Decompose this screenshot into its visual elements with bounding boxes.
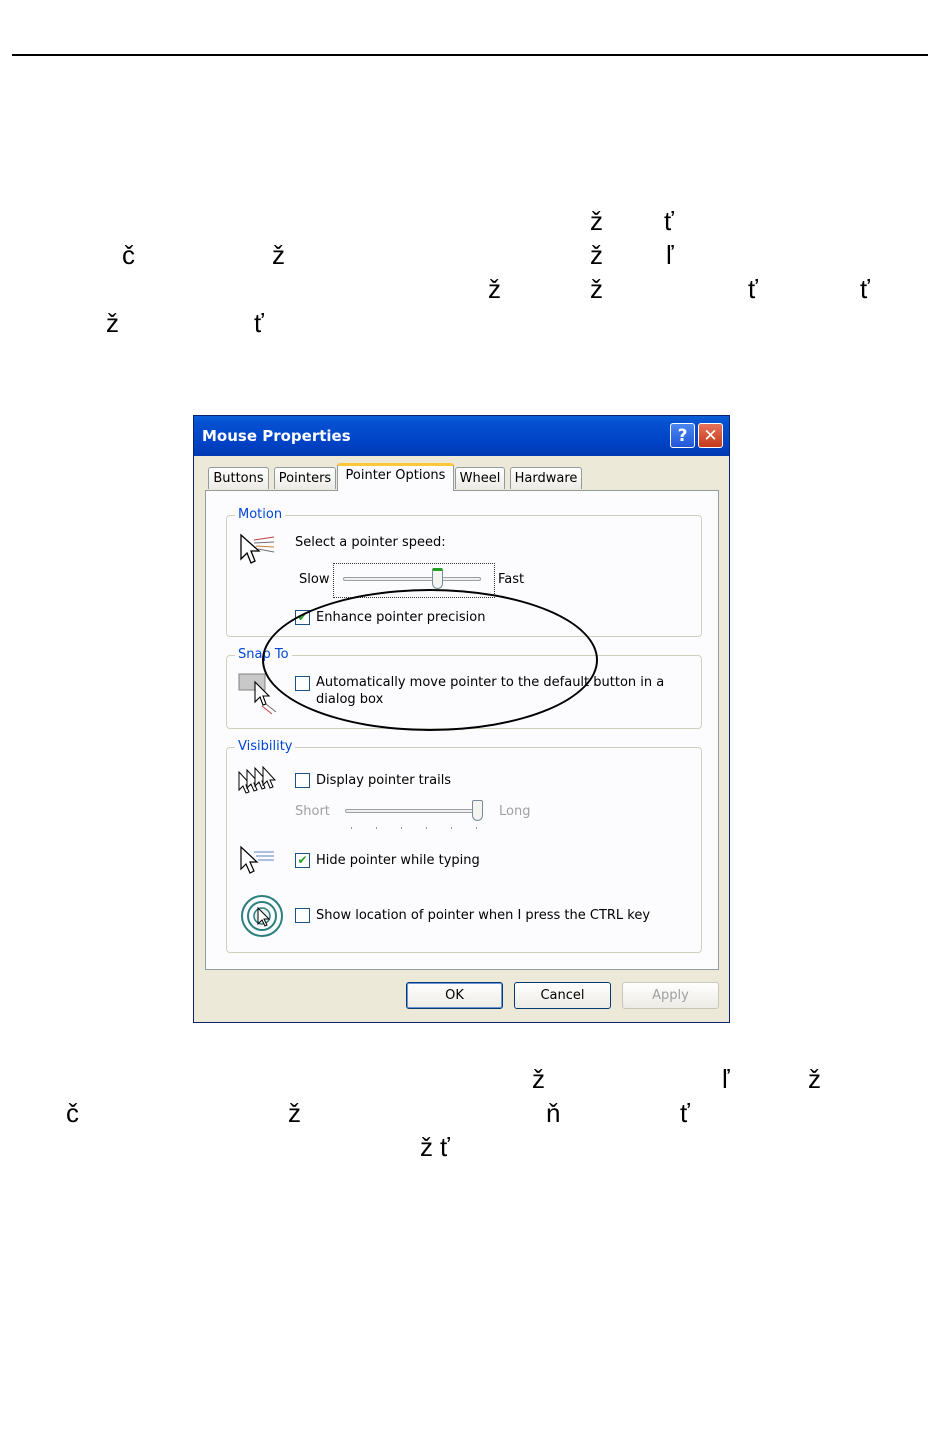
close-button[interactable]: ✕ bbox=[698, 423, 723, 448]
cancel-button[interactable]: Cancel bbox=[514, 982, 611, 1009]
speed-slider-thumb[interactable] bbox=[432, 568, 443, 589]
glyph: ť bbox=[440, 1132, 450, 1162]
glyph: ň bbox=[546, 1098, 561, 1128]
hide-pointer-label[interactable]: Hide pointer while typing bbox=[316, 853, 480, 868]
motion-label: Motion bbox=[235, 507, 285, 522]
pointer-trails-icon bbox=[235, 766, 281, 802]
glyph: ž bbox=[590, 206, 603, 236]
glyph: ž bbox=[106, 308, 119, 338]
show-location-label[interactable]: Show location of pointer when I press the CTRL key bbox=[316, 908, 651, 923]
title-bar[interactable] bbox=[194, 416, 729, 456]
pointer-speed-label: Select a pointer speed: bbox=[295, 535, 446, 550]
dialog-title: Mouse Properties bbox=[202, 427, 351, 445]
trail-length-slider-track[interactable] bbox=[345, 809, 483, 813]
glyph: ž bbox=[532, 1064, 545, 1094]
visibility-group bbox=[226, 739, 702, 953]
glyph: ž bbox=[808, 1064, 821, 1094]
glyph: ž bbox=[590, 240, 603, 270]
short-label: Short bbox=[295, 804, 330, 819]
apply-button[interactable]: Apply bbox=[622, 982, 719, 1009]
highlight-oval bbox=[262, 589, 598, 731]
glyph: ž bbox=[488, 274, 501, 304]
snap-to-text-1[interactable]: Automatically move pointer to the default button in a bbox=[316, 675, 665, 690]
hide-pointer-checkbox[interactable]: ✔ bbox=[295, 853, 310, 868]
snap-to-text-2[interactable]: dialog box bbox=[316, 692, 384, 707]
slow-label: Slow bbox=[299, 572, 330, 587]
speed-slider-track[interactable] bbox=[343, 577, 481, 581]
hide-pointer-icon bbox=[238, 844, 278, 878]
tab-hardware[interactable]: Hardware bbox=[510, 467, 582, 489]
show-location-icon bbox=[240, 894, 284, 938]
pointer-speed-icon bbox=[238, 532, 278, 572]
enhance-precision-label[interactable]: Enhance pointer precision bbox=[316, 610, 486, 625]
pointer-trails-checkbox[interactable] bbox=[295, 773, 310, 788]
glyph: ť bbox=[860, 274, 870, 304]
tab-pointer-options[interactable]: Pointer Options bbox=[337, 463, 454, 491]
glyph: ť bbox=[748, 274, 758, 304]
tab-pointers[interactable]: Pointers bbox=[274, 467, 336, 489]
glyph: ž bbox=[272, 240, 285, 270]
fast-label: Fast bbox=[498, 572, 525, 587]
glyph: ť bbox=[664, 206, 674, 236]
snap-to-label: Snap To bbox=[235, 647, 292, 662]
tab-wheel[interactable]: Wheel bbox=[455, 467, 505, 489]
header-rule bbox=[12, 54, 928, 56]
show-location-checkbox[interactable] bbox=[295, 908, 310, 923]
glyph: ť bbox=[254, 308, 264, 338]
trail-length-ticks bbox=[345, 827, 483, 831]
glyph: ť bbox=[680, 1098, 690, 1128]
enhance-precision-checkbox[interactable]: ✔ bbox=[295, 610, 310, 625]
glyph: č bbox=[66, 1098, 79, 1128]
visibility-label: Visibility bbox=[235, 739, 295, 754]
mouse-properties-dialog bbox=[193, 415, 730, 1023]
ok-button[interactable]: OK bbox=[406, 982, 503, 1009]
glyph: ľ bbox=[722, 1064, 730, 1094]
help-button[interactable]: ? bbox=[670, 423, 695, 448]
glyph: ž bbox=[420, 1132, 433, 1162]
glyph: ž bbox=[590, 274, 603, 304]
trail-length-slider-thumb[interactable] bbox=[472, 800, 483, 821]
glyph: ľ bbox=[666, 240, 674, 270]
glyph: ž bbox=[288, 1098, 301, 1128]
tab-panel bbox=[205, 490, 719, 970]
pointer-trails-label[interactable]: Display pointer trails bbox=[316, 773, 452, 788]
long-label: Long bbox=[499, 804, 531, 819]
tab-buttons[interactable]: Buttons bbox=[208, 467, 269, 489]
glyph: č bbox=[122, 240, 135, 270]
